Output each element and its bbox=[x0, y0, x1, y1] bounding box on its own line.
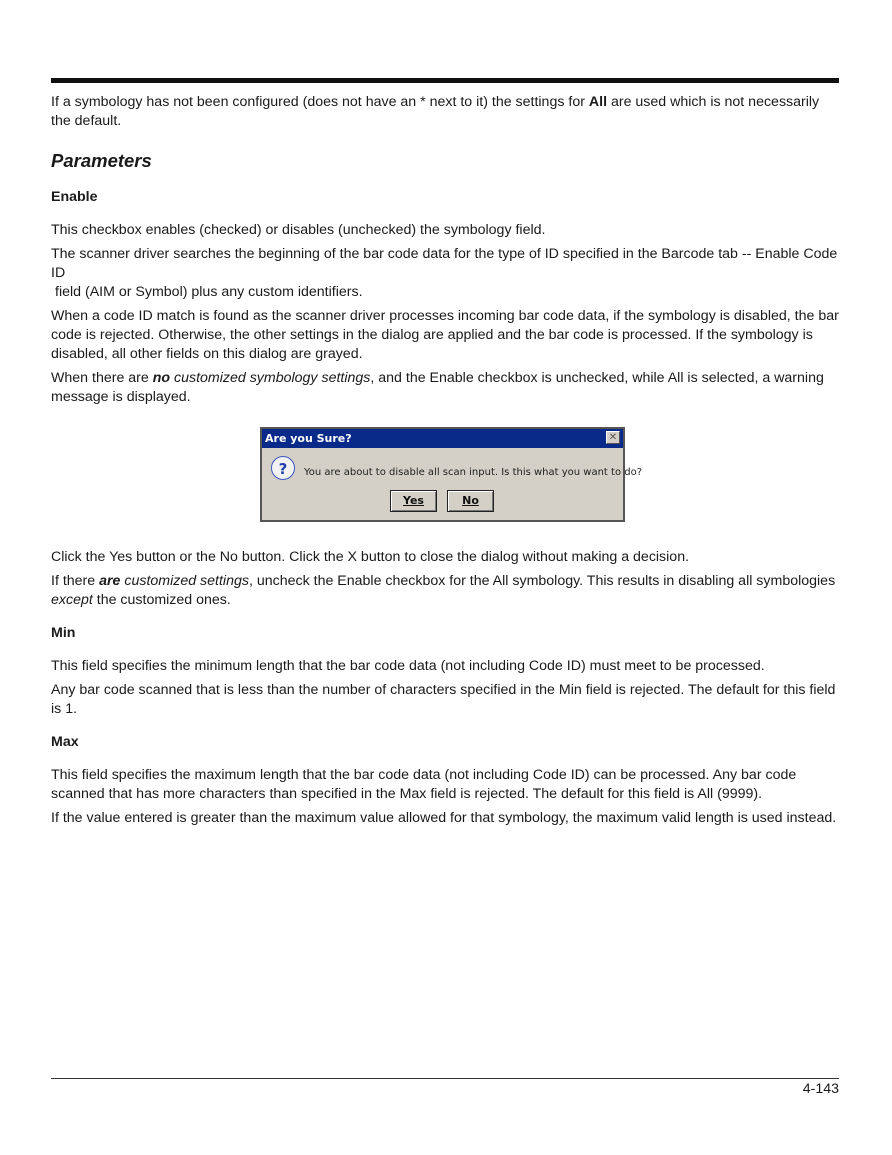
header-rule bbox=[51, 78, 839, 83]
p4-bold: no bbox=[152, 370, 171, 386]
enable-paragraph-2 bbox=[51, 245, 841, 302]
footer-rule bbox=[51, 1078, 839, 1079]
p2-bold: are bbox=[99, 573, 121, 589]
p2-italic-except: except bbox=[51, 592, 93, 608]
min-heading: Min bbox=[51, 625, 76, 641]
p2-pre: If there bbox=[51, 573, 100, 589]
intro-bold: All bbox=[588, 94, 608, 110]
close-icon[interactable]: ✕ bbox=[606, 431, 620, 444]
p2-post: the customized ones. bbox=[92, 592, 231, 608]
yes-button[interactable]: Yes bbox=[390, 490, 437, 512]
dialog-title: Are you Sure? bbox=[265, 432, 352, 445]
p2-italic: customized settings bbox=[120, 573, 249, 589]
max-paragraph-1: This field specifies the maximum length that the bar code data (not including Code ID) can be processed. Any bar code scanned that has more characters than specified in the Max field is rejected. The default for this field is All (9999). bbox=[51, 767, 797, 802]
intro-text: If a symbology has not been configured (does not have an * next to it) the settings for bbox=[51, 94, 589, 110]
after-dialog-paragraph-2 bbox=[51, 572, 841, 610]
enable-heading: Enable bbox=[51, 189, 98, 205]
dialog-message: You are about to disable all scan input. Is this what you want to do? bbox=[304, 467, 643, 478]
enable-paragraph-4 bbox=[51, 369, 841, 407]
enable-paragraph-1: This checkbox enables (checked) or disables (unchecked) the symbology field. bbox=[51, 222, 546, 238]
confirm-dialog bbox=[260, 427, 643, 522]
p4-post: , and the Enable checkbox is unchecked, while All is selected, a warning message is displayed. bbox=[51, 370, 824, 405]
max-paragraph-2: If the value entered is greater than the maximum value allowed for that symbology, the maximum valid length is used instead. bbox=[51, 810, 837, 826]
min-paragraph-2: Any bar code scanned that is less than the number of characters specified in the Min field is rejected. The default for this field is 1. bbox=[51, 682, 836, 717]
question-icon: ? bbox=[271, 456, 295, 480]
page-body bbox=[51, 93, 841, 833]
enable-paragraph-3: When a code ID match is found as the scanner driver processes incoming bar code data, if the symbology is disabled, the bar code is rejected. Otherwise, the other settings in the dialog are applied and the bar code is processed. If the symbology is disabled, all other fields on this dialog are grayed. bbox=[51, 308, 839, 362]
intro-paragraph bbox=[51, 93, 841, 131]
max-heading: Max bbox=[51, 734, 79, 750]
intro-text-end: are used which is not necessarily the default. bbox=[51, 94, 820, 129]
p4-pre: When there are bbox=[51, 370, 153, 386]
after-dialog-paragraph-1: Click the Yes button or the No button. Click the X button to close the dialog without making a decision. bbox=[51, 549, 690, 565]
dialog-figure bbox=[51, 412, 841, 548]
min-paragraph-1: This field specifies the minimum length that the bar code data (not including Code ID) must meet to be processed. bbox=[51, 658, 765, 674]
dialog-titlebar bbox=[262, 429, 623, 448]
no-button[interactable]: No bbox=[447, 490, 494, 512]
p4-italic: customized symbology settings bbox=[170, 370, 371, 386]
enable-paragraph-2-line-1: The scanner driver searches the beginning of the bar code data for the type of ID specified in the Barcode tab -- Enable Code ID bbox=[51, 246, 838, 281]
enable-paragraph-2-line-2: field (AIM or Symbol) plus any custom identifiers. bbox=[55, 284, 363, 300]
p2-mid: , uncheck the Enable checkbox for the All symbology. This results in disabling all symbologies bbox=[248, 573, 836, 589]
section-title: Parameters bbox=[51, 150, 152, 171]
page-number: 4-143 bbox=[802, 1081, 839, 1097]
